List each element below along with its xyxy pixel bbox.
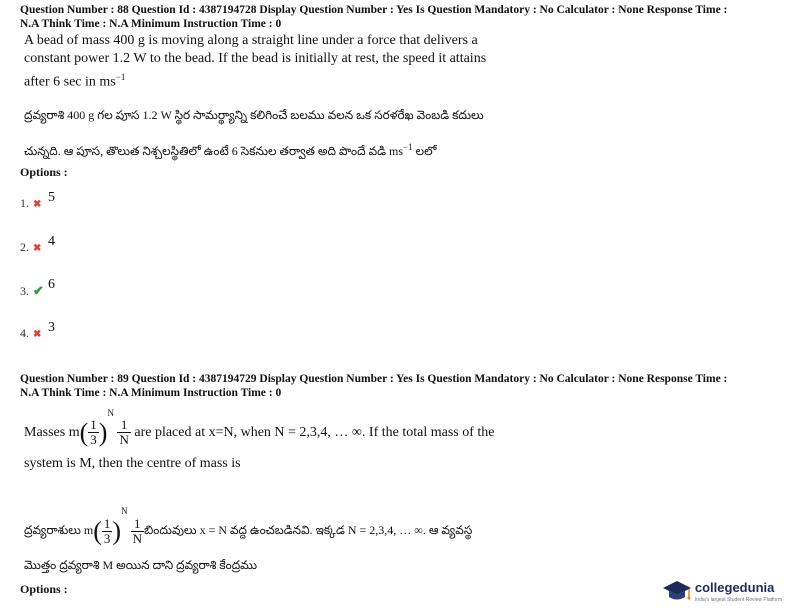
q88-header-line1: Question Number : 88 Question Id : 4387194728 Display Question Number : Yes Is Question Mandatory : No Calculator : None Response Time :	[20, 4, 728, 16]
q89-fraction: $\frac{1}{3}$	[90, 417, 97, 448]
option-4[interactable]	[20, 326, 41, 341]
q88-en-line1: A bead of mass 400 g is moving along a straight line under a force that delivers a	[24, 33, 478, 48]
q88-header-line2: N.A Think Time : N.A Minimum Instruction Time : 0	[20, 17, 282, 30]
q88-en-line3: after 6 sec in $ms^{-1}$	[24, 72, 126, 90]
q89-en-post: are placed at x=N, when N = 2,3,4, … ∞. If the total mass of the	[130, 425, 495, 440]
logo-brand-text: collegedunia	[694, 580, 775, 595]
wrong-cross-icon: ✖	[33, 243, 42, 254]
q89-header-line2: N.A Think Time : N.A Minimum Instruction Time : 0	[20, 386, 282, 399]
option-value: 4	[48, 234, 55, 249]
wrong-cross-icon: ✖	[33, 199, 42, 210]
graduation-cap-icon	[662, 578, 692, 604]
collegedunia-logo	[662, 578, 782, 604]
q89-english-line1: Masses m( $\frac{1}{3}$ )$^N$ $\frac{1}{N}$ are placed at x=N, when N = 2,3,4, … ∞. If the total mass of the	[24, 408, 495, 448]
q88-en-line2: constant power 1.2 W to the bead. If the bead is initially at rest, the speed it attains	[24, 51, 487, 66]
q88-english-text	[24, 32, 486, 92]
logo-tagline: India's largest Student Review Platform	[694, 597, 782, 603]
q89-telugu-line2: మొత్తం ద్రవ్యరాశి M అయిన దాని ద్రవ్యరాశి కేంద్రము	[24, 558, 258, 572]
option-number: 2.	[20, 240, 29, 254]
correct-check-icon: ✔	[33, 283, 44, 298]
option-3[interactable]	[20, 283, 44, 299]
q89-english-line2: system is M, then the centre of mass is	[24, 456, 241, 471]
q89-options-label: Options :	[20, 582, 68, 596]
q89-telugu-line1: ద్రవ్యరాశులు m( $\frac{1}{3}$ )$^N$ $\frac{1}{N}$ బిందువులు x = N వద్ద ఉంచబడినవి. ఇక్కడ N = 2,3,4, … ∞. ఆ వ్యవస్థ	[24, 506, 473, 546]
option-1[interactable]	[20, 196, 41, 211]
q88-telugu-line2: చున్నది. ఆ పూస, తొలుత నిశ్చలస్థితిలో ఉంటే 6 సెకనుల తర్వాత అది పొందే వడి $ms^{-1}$ లలో	[24, 142, 437, 158]
option-2[interactable]	[20, 240, 41, 255]
option-number: 1.	[20, 196, 29, 210]
q89-header	[20, 373, 772, 400]
q88-header	[20, 4, 772, 31]
option-number: 4.	[20, 326, 29, 340]
option-value: 6	[48, 277, 55, 292]
q89-fraction-2: $\frac{1}{N}$	[119, 417, 129, 448]
option-number: 3.	[20, 284, 29, 298]
option-value: 3	[48, 320, 55, 335]
q88-options-label: Options :	[20, 165, 68, 179]
q89-header-line1: Question Number : 89 Question Id : 4387194729 Display Question Number : Yes Is Question Mandatory : No Calculator : None Response Time :	[20, 373, 728, 385]
q88-telugu-line1: ద్రవ్యరాశి 400 g గల పూస 1.2 W స్థిర సామర్థ్యాన్ని కలిగించే బలము వలన ఒక సరళరేఖ వెంబడి కదులు	[24, 108, 484, 122]
q89-en-pre: Masses m	[24, 425, 80, 440]
wrong-cross-icon: ✖	[33, 329, 42, 340]
option-value: 5	[48, 190, 55, 205]
